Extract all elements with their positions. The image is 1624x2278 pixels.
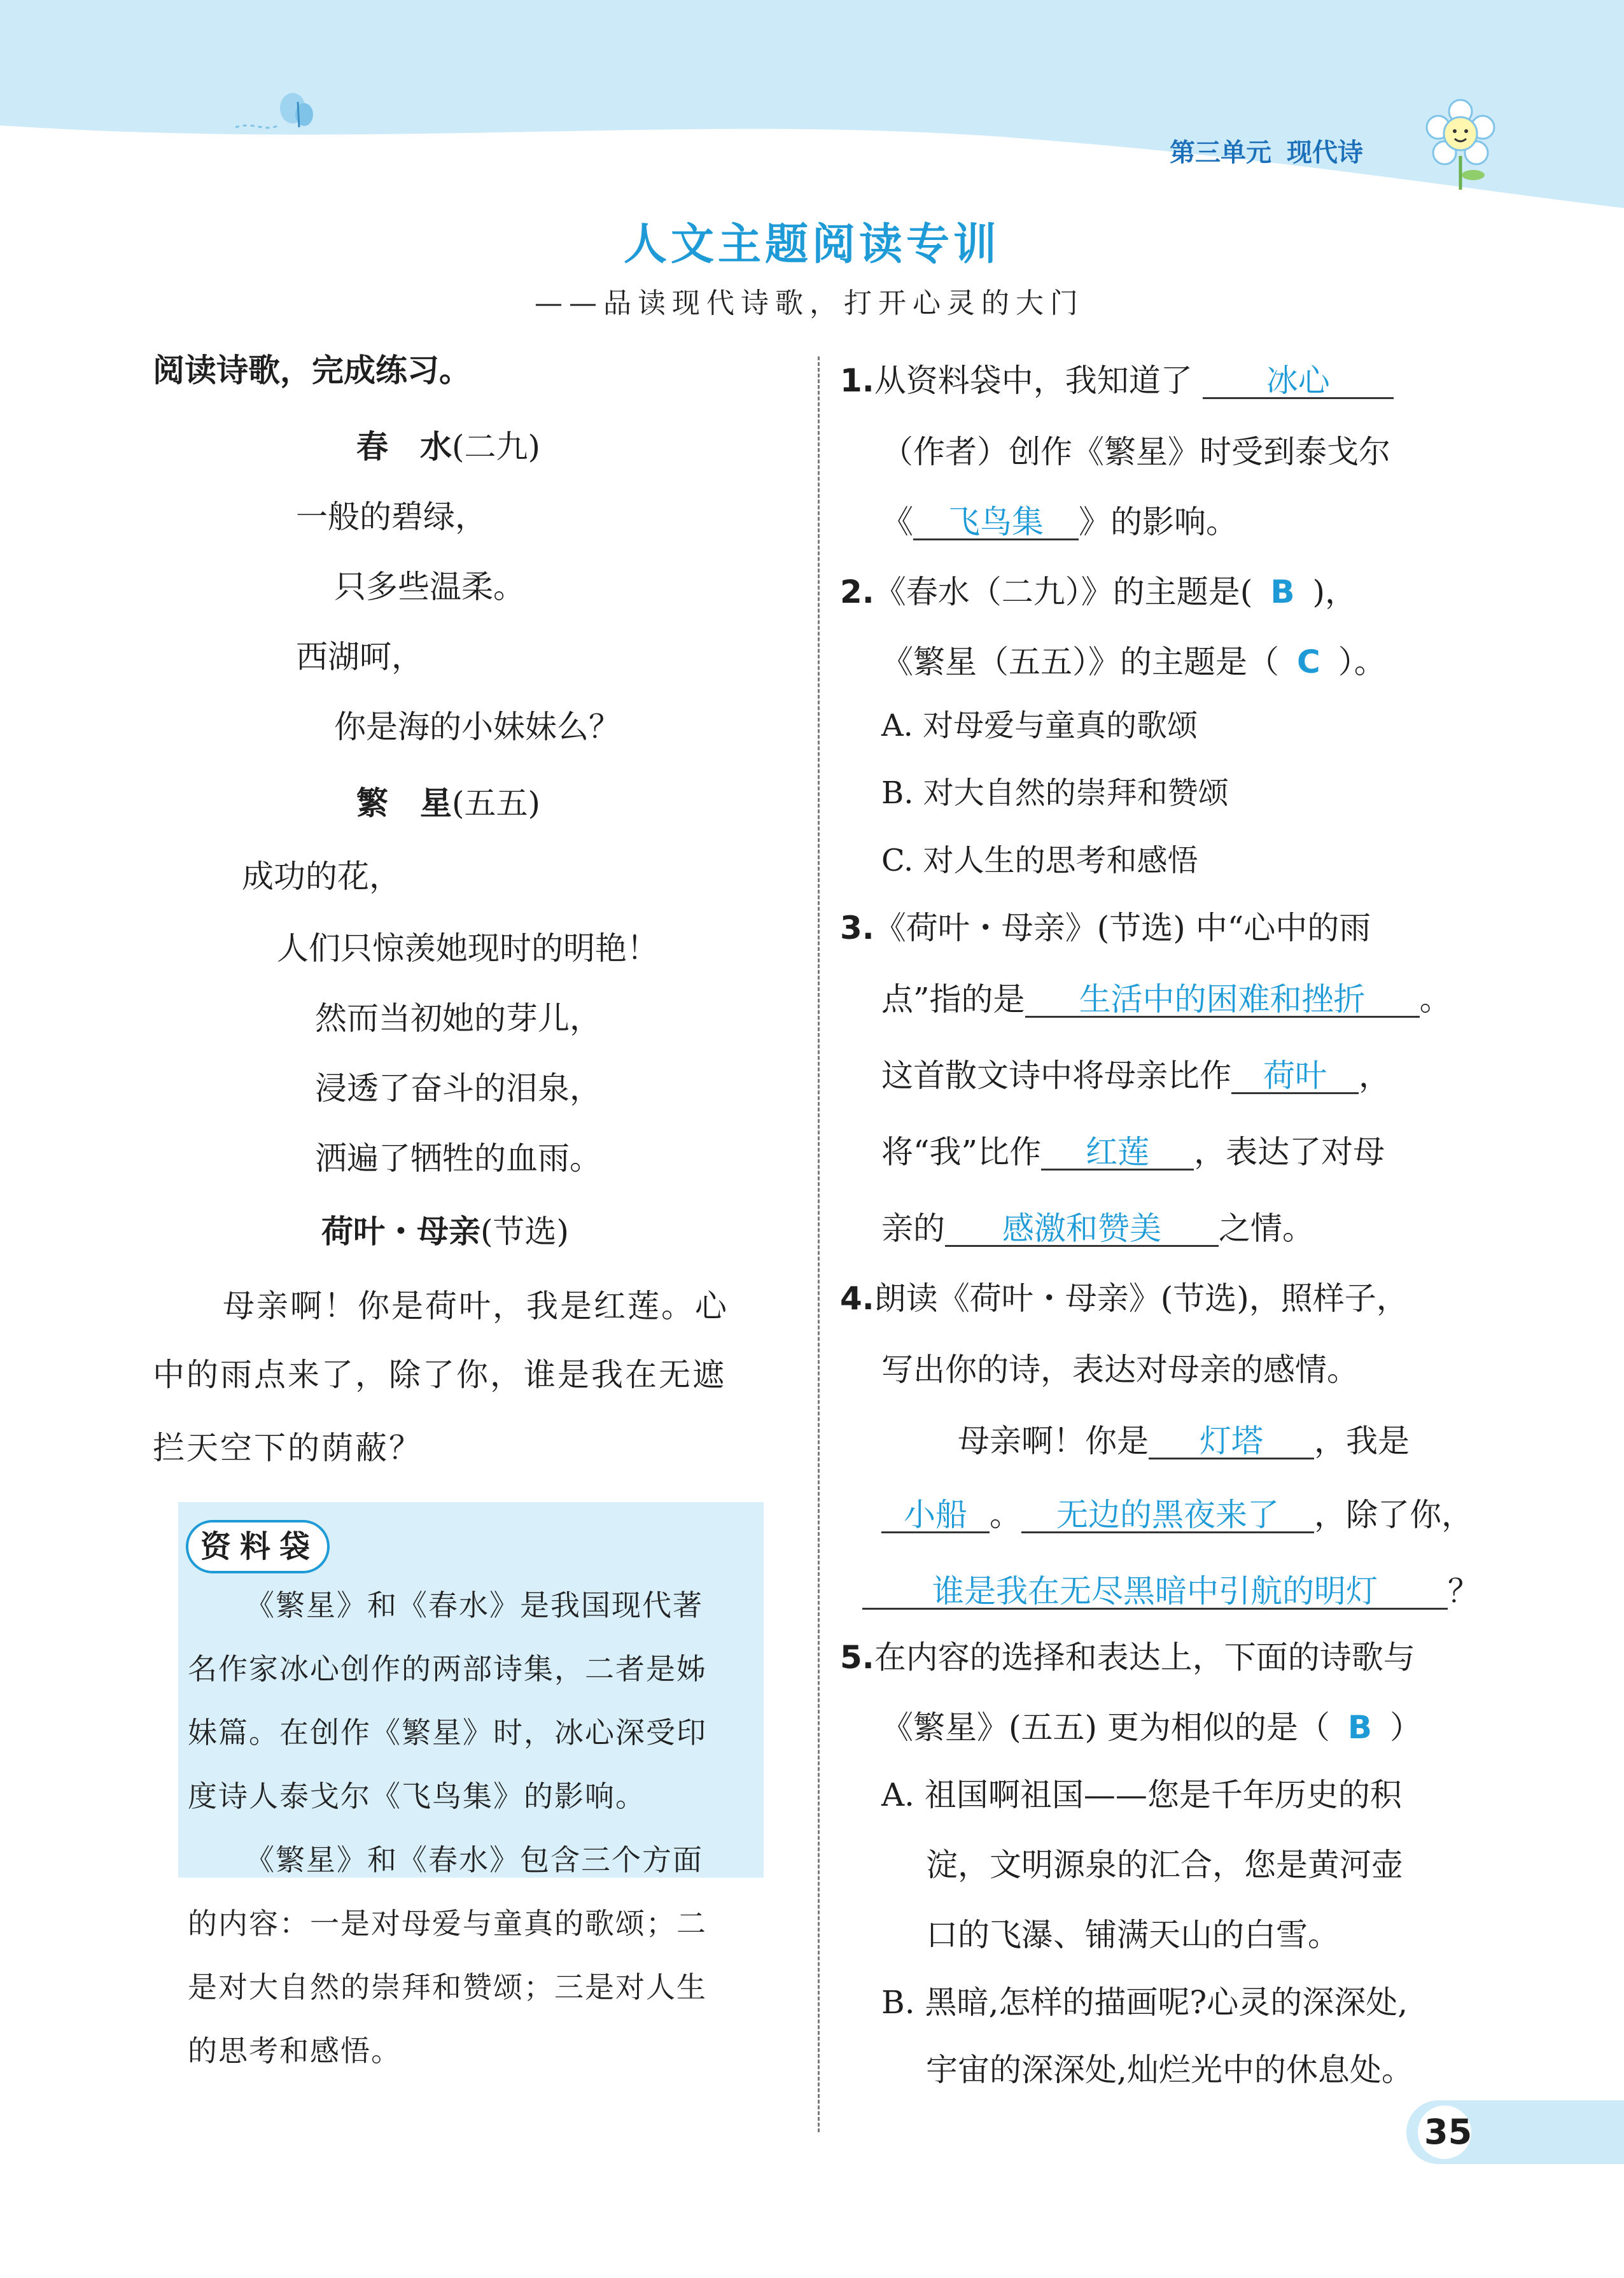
q1-answer-blank[interactable]: 冰心	[1203, 362, 1394, 399]
info-bag-line: 《繁星》和《春水》是我国现代著	[245, 1588, 703, 1622]
q3-answer-blank[interactable]: 生活中的困难和挫折	[1025, 980, 1420, 1018]
poem3-heading: 荷叶・母亲(节选)	[321, 1213, 570, 1250]
poem1-line: 西湖呵，	[296, 638, 423, 675]
q3-line: 将“我”比作 红莲 ，表达了对母	[881, 1134, 1385, 1171]
q1-answer-blank[interactable]: 飞鸟集	[913, 503, 1079, 540]
q2-answer[interactable]: C	[1297, 643, 1320, 680]
q5-option-a: 口的飞瀑、铺满天山的白雪。	[926, 1916, 1340, 1953]
page-subtitle: ——品读现代诗歌，打开心灵的大门	[535, 287, 1084, 320]
q4-line: 写出你的诗，表达对母亲的感情。	[881, 1351, 1359, 1388]
info-bag-line: 是对大自然的崇拜和赞颂；三是对人生	[188, 1970, 707, 2004]
q4-line: 小船 。 无边的黑夜来了 ，除了你，	[881, 1496, 1473, 1534]
unit-label: 第三单元 现代诗	[1170, 138, 1363, 167]
q3-answer-blank[interactable]: 荷叶	[1231, 1057, 1359, 1094]
poem3-line: 母亲啊！你是荷叶，我是红莲。心	[223, 1288, 729, 1325]
poem2-line: 成功的花，	[242, 858, 401, 895]
q1-line: 《 飞鸟集 》的影响。	[881, 503, 1238, 540]
info-bag-line: 妹篇。在创作《繁星》时，冰心深受印	[188, 1715, 707, 1750]
page-number: 35	[1424, 2112, 1473, 2152]
info-bag-line: 《繁星》和《春水》包含三个方面	[245, 1843, 703, 1877]
q3-line: 点”指的是 生活中的困难和挫折 。	[881, 981, 1452, 1018]
q5-line: 《繁星》(五五) 更为相似的是（ B ）	[881, 1709, 1422, 1746]
column-divider	[818, 356, 820, 2132]
q1-line: （作者）创作《繁星》时受到泰戈尔	[881, 433, 1390, 470]
poem1-heading: 春 水(二九)	[356, 428, 541, 465]
q4-answer-blank[interactable]: 灯塔	[1149, 1422, 1314, 1459]
instruction: 阅读诗歌，完成练习。	[153, 352, 471, 389]
q1-line: 1.从资料袋中，我知道了 冰心	[840, 362, 1394, 400]
flower-icon	[1419, 95, 1502, 191]
q3-line: 3.《荷叶・母亲》(节选) 中“心中的雨	[840, 910, 1371, 946]
q4-line: 谁是我在无尽黑暗中引航的明灯 ？	[862, 1572, 1480, 1610]
q5-option-a: 淀，文明源泉的汇合，您是黄河壶	[926, 1846, 1403, 1883]
poem1-line: 你是海的小妹妹么？	[334, 708, 620, 745]
q2-option: B. 对大自然的崇拜和赞颂	[881, 775, 1229, 811]
poem2-line: 浸透了奋斗的泪泉，	[315, 1070, 601, 1107]
info-bag-line: 的思考和感悟。	[188, 2034, 402, 2068]
q5-option-b: B. 黑暗,怎样的描画呢?心灵的深深处,	[881, 1984, 1408, 2021]
q4-answer-blank[interactable]: 小船	[881, 1496, 990, 1533]
q2-option: C. 对人生的思考和感悟	[881, 843, 1198, 878]
q2-option: A. 对母爱与童真的歌颂	[881, 708, 1198, 743]
poem1-line: 只多些温柔。	[334, 568, 525, 605]
poem2-line: 人们只惊羡她现时的明艳！	[277, 930, 659, 967]
page-title: 人文主题阅读专训	[623, 220, 1000, 270]
info-bag-line: 的内容：一是对母爱与童真的歌颂；二	[188, 1906, 707, 1941]
q5-option-a: A. 祖国啊祖国——您是千年历史的积	[881, 1776, 1402, 1813]
poem2-line: 然而当初她的芽儿，	[315, 1000, 601, 1037]
q4-line: 4.朗读《荷叶・母亲》(节选)，照样子，	[840, 1280, 1408, 1317]
q3-answer-blank[interactable]: 红莲	[1041, 1133, 1194, 1171]
butterfly-icon	[235, 89, 318, 140]
info-bag-line: 名作家冰心创作的两部诗集，二者是姊	[188, 1652, 707, 1686]
poem1-line: 一般的碧绿，	[296, 498, 487, 535]
q2-line: 《繁星（五五）》的主题是（ C ）。	[881, 643, 1386, 680]
poem3-line: 拦天空下的荫蔽？	[153, 1430, 423, 1466]
info-bag-title: 资料袋	[200, 1529, 319, 1564]
q5-line: 5.在内容的选择和表达上，下面的诗歌与	[840, 1639, 1415, 1676]
q2-line: 2.《春水（二九）》的主题是( B )，	[840, 573, 1357, 610]
q2-answer[interactable]: B	[1270, 573, 1295, 610]
poem2-line: 洒遍了牺牲的血雨。	[315, 1140, 601, 1177]
poem3-line: 中的雨点来了，除了你，谁是我在无遮	[153, 1356, 726, 1393]
q5-answer[interactable]: B	[1347, 1709, 1373, 1746]
q5-option-b: 宇宙的深深处,灿烂光中的休息处。	[926, 2051, 1413, 2088]
q4-answer-blank[interactable]: 谁是我在无尽黑暗中引航的明灯	[862, 1572, 1448, 1610]
info-bag-line: 度诗人泰戈尔《飞鸟集》的影响。	[188, 1779, 646, 1813]
q3-answer-blank[interactable]: 感激和赞美	[945, 1209, 1219, 1247]
q3-line: 这首散文诗中将母亲比作 荷叶 ，	[881, 1057, 1390, 1094]
poem2-heading: 繁 星(五五)	[356, 785, 541, 822]
q4-line: 母亲啊！你是 灯塔 ，我是	[958, 1423, 1410, 1459]
q4-answer-blank[interactable]: 无边的黑夜来了	[1021, 1496, 1314, 1533]
q3-line: 亲的 感激和赞美 之情。	[881, 1210, 1314, 1247]
